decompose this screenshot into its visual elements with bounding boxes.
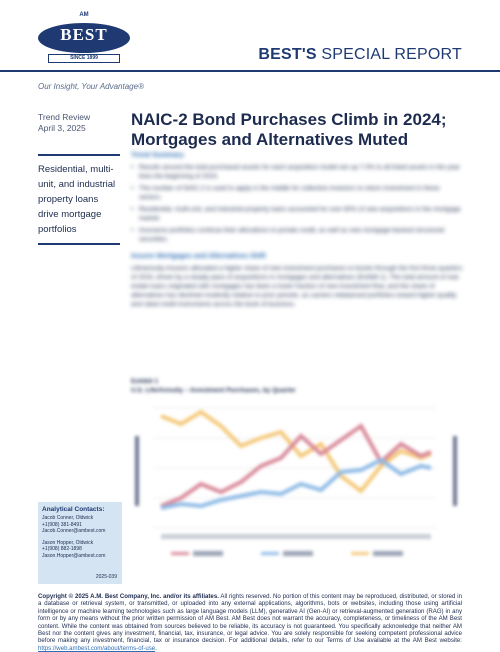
report-type-bold: BEST'S <box>258 46 317 63</box>
logo-since-text: SINCE 1899 <box>48 54 120 63</box>
exhibit-title: U.S. Life/Annuity – Investment Purchases, by Quarter <box>131 387 296 394</box>
article-body <box>131 152 463 313</box>
copyright-text: All rights reserved. No portion of this content may be reproduced, distributed, or stored in a database or retrieval system, or transmitted, or uploaded into any external applications, algorithms, bots or websites, including those using artificial intelligence or machine learning technologies such as large language models (LLM), generative AI (Gen-AI) or retrieval-augmented generation (RAG) in any form or by any means without the prior written permission of AM Best. AM Best does not warrant the accuracy, completeness, or timeliness of the AM Best content. While the content was obtained from sources believed to be reliable, its accuracy is not guaranteed. You specifically acknowledge that neither AM Best nor the content gives any investment, financial, tax, insurance, or legal advice. You are solely responsible for seeking competent professional advice before making any investment, financial, tax or insurance decision. For additional details, refer to our Terms of Use available at the AM Best website: <box>38 593 462 645</box>
bullet-item: • Residential, multi-unit, and industrial property loans accounted for over 80% of new acquisitions in the mortgage market. <box>131 205 463 223</box>
copyright-end: . <box>155 644 157 652</box>
right-axis-label-block <box>453 436 457 506</box>
contact-email[interactable]: Jacob.Conner@ambest.com <box>42 528 106 534</box>
copyright-bold: Copyright © 2025 A.M. Best Company, Inc. and/or its affiliates. <box>38 593 219 600</box>
body-paragraph: Life/annuity insurers allocated a higher share of new investment purchases to bonds through the first three quarters of 2024, driven by a steady pace of acquisitions in mortgages and alternatives (Exhibit 1). The total amount of real estate loans originated with mortgages has been a lower fraction of new investment flow, and the share of alternatives has declined modestly relative to prior periods, as carriers rebalanced portfolios toward higher-quality and rated credit instruments across the book of business. <box>131 265 463 308</box>
copyright-footer <box>38 593 462 652</box>
contact-phone: +1(908) 381-8491 <box>42 521 82 528</box>
contact-email[interactable]: Jason.Hopper@ambest.com <box>42 552 106 559</box>
report-type-light: SPECIAL REPORT <box>316 46 462 63</box>
exhibit-line-chart <box>131 396 463 566</box>
logo-best-text: BEST <box>60 25 108 44</box>
article-title: NAIC-2 Bond Purchases Climb in 2024; Mortgages and Alternatives Muted <box>131 110 447 149</box>
terms-of-use-link[interactable]: https://web.ambest.com/about/terms-of-use <box>38 644 156 652</box>
left-axis-label-block <box>135 436 139 506</box>
logo-am-text: AM <box>79 12 89 18</box>
report-header <box>0 0 500 91</box>
bullet-item: • The number of NAIC-2 is used to apply in the middle for collective investors to return investment in these sectors. <box>131 184 463 202</box>
bullet-item: • Results around the total purchased assets for each acquisition model are up 7.0% to all listed assets in the year lines the beginning of 2024. <box>131 163 463 181</box>
am-best-logo <box>38 12 130 72</box>
section-heading-mortgages: Insurer Mortgages and Alternatives Shift <box>131 253 266 260</box>
contact-name: Jacob Conner, Oldwick <box>42 515 94 521</box>
header-rule <box>0 70 500 72</box>
tagline: Our Insight, Your Advantage® <box>38 82 144 91</box>
summary-text: Residential, multi-unit, and industrial property loans drive mortgage portfolios <box>38 164 116 235</box>
analytical-contacts-box <box>38 502 122 584</box>
section-heading-summary: Trend Summary <box>131 152 184 159</box>
x-axis-label-block <box>161 534 431 539</box>
contacts-title: Analytical Contacts: <box>42 506 105 513</box>
trend-review-label: Trend Review <box>38 112 91 122</box>
bullet-item: • Insurance portfolios continue their allocations to private credit, as well as new mortgage-backed structured securities. <box>131 226 463 244</box>
sidebar <box>38 112 120 245</box>
summary-box <box>38 154 120 245</box>
contact-phone: +1(908) 882-1898 <box>42 546 82 552</box>
report-code: 2025-039 <box>95 574 117 580</box>
exhibit-chart <box>131 378 463 566</box>
exhibit-label: Exhibit 1 <box>131 378 159 385</box>
contact-name: Jason Hopper, Oldwick <box>42 539 94 546</box>
report-type-title <box>258 46 462 64</box>
publish-date: April 3, 2025 <box>38 123 86 133</box>
chart-legend <box>171 551 403 556</box>
